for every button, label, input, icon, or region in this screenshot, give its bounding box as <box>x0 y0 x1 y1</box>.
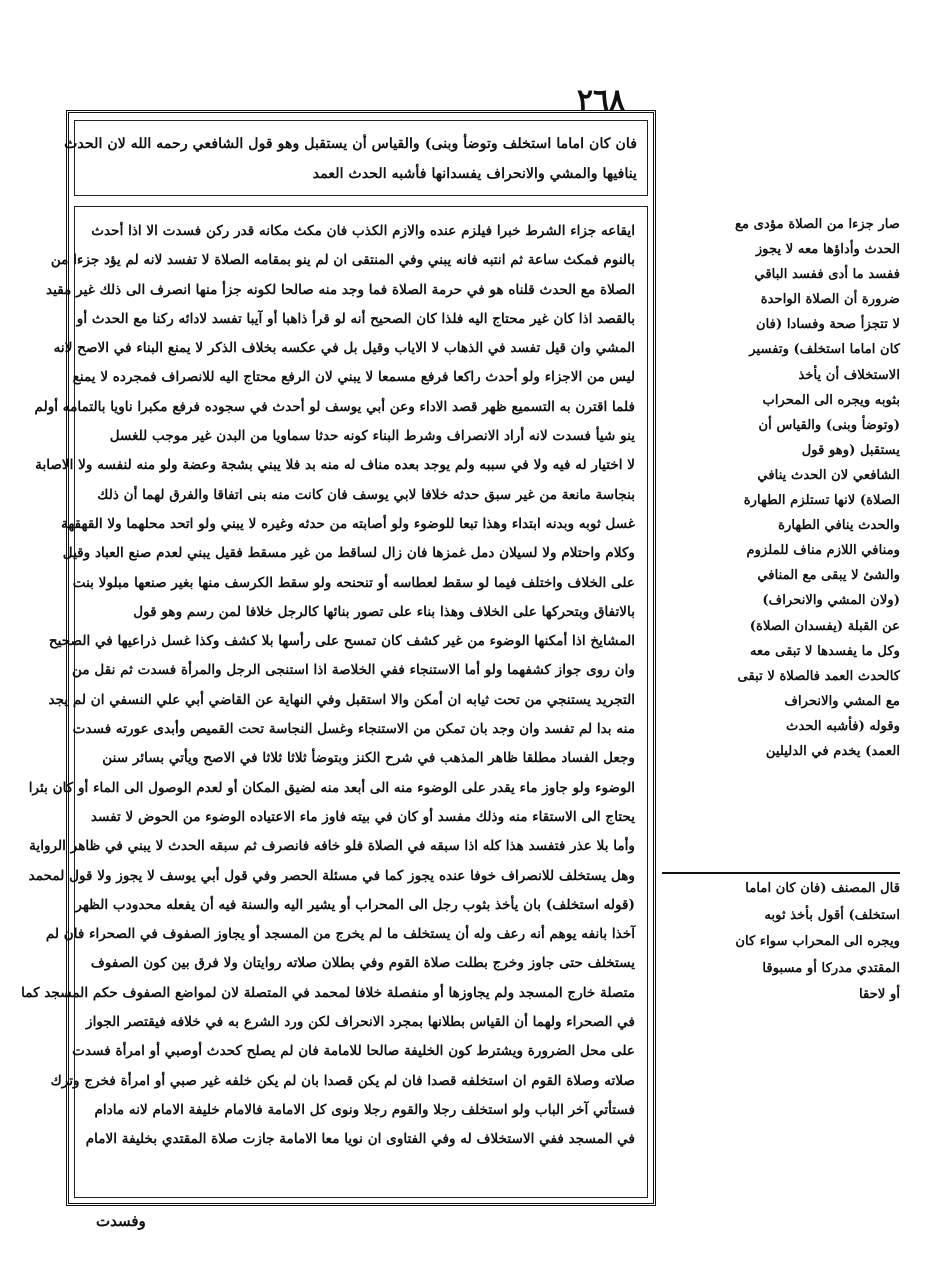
commentary-line: ايقاعه جزاء الشرط خبرا فيلزم عنده والازم الكذب فان مكث مكانه قدر ركن فسدت الا اذا أحدث <box>91 223 635 239</box>
commentary-line: ليس من الاجزاء ولو أحدث راكعا فرفع مسمعا لا يبني لان الرفع محتاج اليه للانصراف فمجرده لا يمنع <box>72 369 635 386</box>
commentary-line: المشايخ اذا أمكنها الوضوء من غير كشف كان تمسح على رأسها بلا كشف وكذا غسل ذراعيها في الصحيح <box>48 633 635 650</box>
margin-line: العمد) يخدم في الدليلين <box>765 743 900 759</box>
commentary-line: آخذا بانفه يوهم أنه رعف وله أن يستخلف ما لم يخرج من المسجد أو يجاوز الصفوف في الصحراء فان لم <box>45 926 635 943</box>
commentary-line: منه بدا لم تفسد وان وجد بان تمكن من الاستنجاء وغسل النجاسة تحت القميص وأبدى عورته فسدت <box>72 721 635 738</box>
margin-line: (وتوضأ وبنى) والقياس أن <box>758 417 900 433</box>
margin-line: الحدث وأداؤها معه لا يجوز <box>755 242 900 258</box>
header-line: فان كان اماما استخلف وتوضأ وبنى) والقياس أن يستقبل وهو قول الشافعي رحمه الله لان الحدث <box>64 136 637 152</box>
commentary-text-box <box>21 206 648 1198</box>
commentary-line: في الصحراء ولهما أن القياس بطلانها بمجرد الانحراف لكن ورد الشرع به في خلافه فيقتصر الجواز <box>86 1014 635 1031</box>
commentary-line: التجريد يستنجي من تحت ثيابه ان أمكن والا استقبل وفي النهاية عن القاضي أبي علي النسفي ان لم يجد <box>48 691 635 708</box>
margin-line: وكل ما يفسدها لا تبقى معه <box>749 643 900 659</box>
margin-gloss-column <box>660 212 900 764</box>
commentary-line <box>85 1155 635 1184</box>
margin-line: قال المصنف (فان كان اماما <box>745 881 900 896</box>
margin-line: كالحدث العمد فالصلاة لا تبقى <box>737 668 900 684</box>
commentary-line: الوضوء ولو جاوز ماء يقدر على الوضوء منه الى أبعد منه لضيق المكان أو لعدم الوصول الى الماء أو كان بئرا <box>28 779 635 796</box>
commentary-line: صلاته وصلاة القوم ان استخلفه قصدا فان لم يكن قصدا بان لم يكن خلفه غير صبي أو امرأة فخرج وترك <box>50 1072 635 1089</box>
commentary-line: على محل الضرورة ويشترط كون الخليفة صالحا للامامة فان لم يصلح كحدث أوصبي أو امرأة فسدت <box>72 1043 635 1060</box>
commentary-line: بالاتفاق وبتحركها على الخلاف وهذا بناء على تصور بنائها كالرجل خلافا لمن رسم وهو قول <box>133 603 635 620</box>
commentary-line: (قوله استخلف) بان يأخذ بثوب رجل الى المحراب أو يشير اليه والسنة فيه أن يفعله محدودب الظهر <box>75 896 635 913</box>
margin-line: أو لاحقا <box>859 987 900 1002</box>
margin-line: الاستخلاف أن يأخذ <box>798 367 900 383</box>
header-matn-box <box>64 120 648 196</box>
commentary-line: وكلام واحتلام ولا لسيلان دمل غمزها فان زال لساقط من غير مسقط فقيل يبني لعدم صنع العباد وقيل <box>62 545 635 562</box>
commentary-line: متصلة خارج المسجد ولم يجاوزها أو منفصلة خلافا لمحمد في المتصلة لان لمواضع الصفوف حكم المسجد كما <box>21 984 635 1001</box>
commentary-line: فلما اقترن به التسميع ظهر قصد الاداء وعن أبي يوسف لو أحدث في سجوده فرفع مكبرا ناويا بالتمامه أولم <box>34 398 635 415</box>
margin-line: (ولان المشي والانحراف) <box>762 593 900 609</box>
margin-line: ومنافي اللازم مناف للملزوم <box>746 543 900 559</box>
margin-gloss-column-2 <box>660 876 900 1009</box>
commentary-line: غسل ثوبه وبدنه ابتداء وهذا تبعا للوضوء ولو أصابته من حدثه وغيره لا يبني ولو اتحد محلهما ولا القهقهة <box>61 515 635 532</box>
margin-line: يستقبل (وهو قول <box>801 442 900 458</box>
margin-line: والشئ لا يبقى مع المنافي <box>757 568 900 584</box>
commentary-line: ينو شيأ فسدت لانه أراد الانصراف وشرط البناء كونه حدثا سماويا من البدن غير موجب للغسل <box>109 428 635 445</box>
margin-line: ففسد ما أدى ففسد الباقي <box>754 267 900 283</box>
page-number: ٢٦٨ <box>576 83 626 118</box>
commentary-line: وهل يستخلف للانصراف خوفا عنده يجوز كما في مسئلة الحصر وفي قول أبي يوسف لا يجوز ولا قول لمحمد <box>28 867 635 884</box>
margin-line: بثوبه ويجره الى المحراب <box>762 392 900 408</box>
margin-line: عن القبلة (يفسدان الصلاة) <box>749 618 900 634</box>
commentary-line: وجعل الفساد مطلقا ظاهر المذهب في شرح الكنز وبتوضأ ثلاثا ثلاثا في الاصح ويأتي بسائر سنن <box>102 750 635 767</box>
commentary-line: لا اختيار له فيه ولا في سببه ولم يوجد بعده مناف له منه بد فلا يبني بشجة وعضة ولو منه لنفسه ولا الاصابة <box>35 457 635 474</box>
margin-line: كان اماما استخلف) وتفسير <box>749 342 900 358</box>
margin-line: الشافعي لان الحدث ينافي <box>757 467 900 483</box>
commentary-line: في المسجد ففي الاستخلاف له وفي الفتاوى ان نويا معا الامامة جازت صلاة المقتدي بخليفة الامام <box>85 1131 635 1148</box>
commentary-line: وان روى جواز كشفهما ولو أما الاستنجاء ففي الخلاصة اذا استنجى الرجل والمرأة فسدت ثم نقل من <box>72 662 635 679</box>
margin-line: مع المشي والانحراف <box>784 693 900 709</box>
commentary-line: بنجاسة مانعة من غير سبق حدثه خلافا لابي يوسف فان كانت منه بنى اتفاقا والفرق لهما أن ذلك <box>97 486 635 503</box>
margin-line: وقوله (فأشبه الحدث <box>786 718 900 734</box>
commentary-line: وأما بلا عذر فتفسد هذا كله اذا سبقه في الصلاة فلو خافه فانصرف ثم سبقه الحدث لا يبني في ظاهر الرواية <box>29 838 635 855</box>
commentary-line: فستأتي آخر الباب ولو استخلف رجلا والقوم رجلا ونوى كل الامامة فالامام خليفة الامام لانه مادام <box>94 1101 635 1118</box>
margin-divider <box>662 872 900 874</box>
commentary-line: يحتاج الى الاستقاء منه وذلك مفسد أو كان في بيته فاوز ماء الاعتياده الوضوء من الحوض لا تفسد <box>90 808 635 825</box>
catchword: وفسدت <box>96 1212 146 1230</box>
margin-line: ويجره الى المحراب سواء كان <box>735 934 900 949</box>
commentary-line: على الخلاف واختلف فيما لو سقط لعطاسه أو تنحنحه ولو سقط الكرسف منها بغير صنعها مبلولا بنت <box>72 574 635 591</box>
commentary-line: المشي وان قيل تفسد في الذهاب لا الاياب وقيل بل في عكسه بخلاف الذكر لا يمنع البناء في الاصح لانه <box>53 340 635 357</box>
margin-line: استخلف) أقول بأخذ ثوبه <box>764 907 900 923</box>
margin-line: المقتدي مدركا أو مسبوقا <box>762 960 900 976</box>
commentary-line: بالنوم فمكث ساعة ثم انتبه فانه يبني وفي المنتقى ان لم ينو بمقامه الصلاة لا تفسد لانه لم يؤد جزءا من <box>50 252 635 269</box>
margin-line: والحدث ينافي الطهارة <box>778 518 900 534</box>
margin-line: صار جزءا من الصلاة مؤدى مع <box>735 217 900 232</box>
margin-line: ضرورة أن الصلاة الواحدة <box>760 292 900 308</box>
margin-line: الصلاة) لانها تستلزم الطهارة <box>743 493 900 509</box>
header-line: ينافيها والمشي والانحراف يفسدانها فأشبه الحدث العمد <box>312 166 637 182</box>
commentary-line: يستخلف حتى جاوز وخرج بطلت صلاة القوم وفي بطلان صلاته روايتان ولا فرق بين كون الصفوف <box>90 955 635 972</box>
commentary-line: الصلاة مع الحدث قلناه هو في حرمة الصلاة فما وجد منه صالحا لكونه جزأ منها انصرف الى ذلك غير مقيد <box>46 281 635 298</box>
commentary-line: بالقصد اذا كان غير محتاج اليه فلذا كان الصحيح أنه لو قرأ ذاهبا أو آيبا تفسد لادائه ركنا مع الحدث أو <box>76 310 635 327</box>
margin-line: لا تتجزأ صحة وفسادا (فان <box>755 317 900 333</box>
